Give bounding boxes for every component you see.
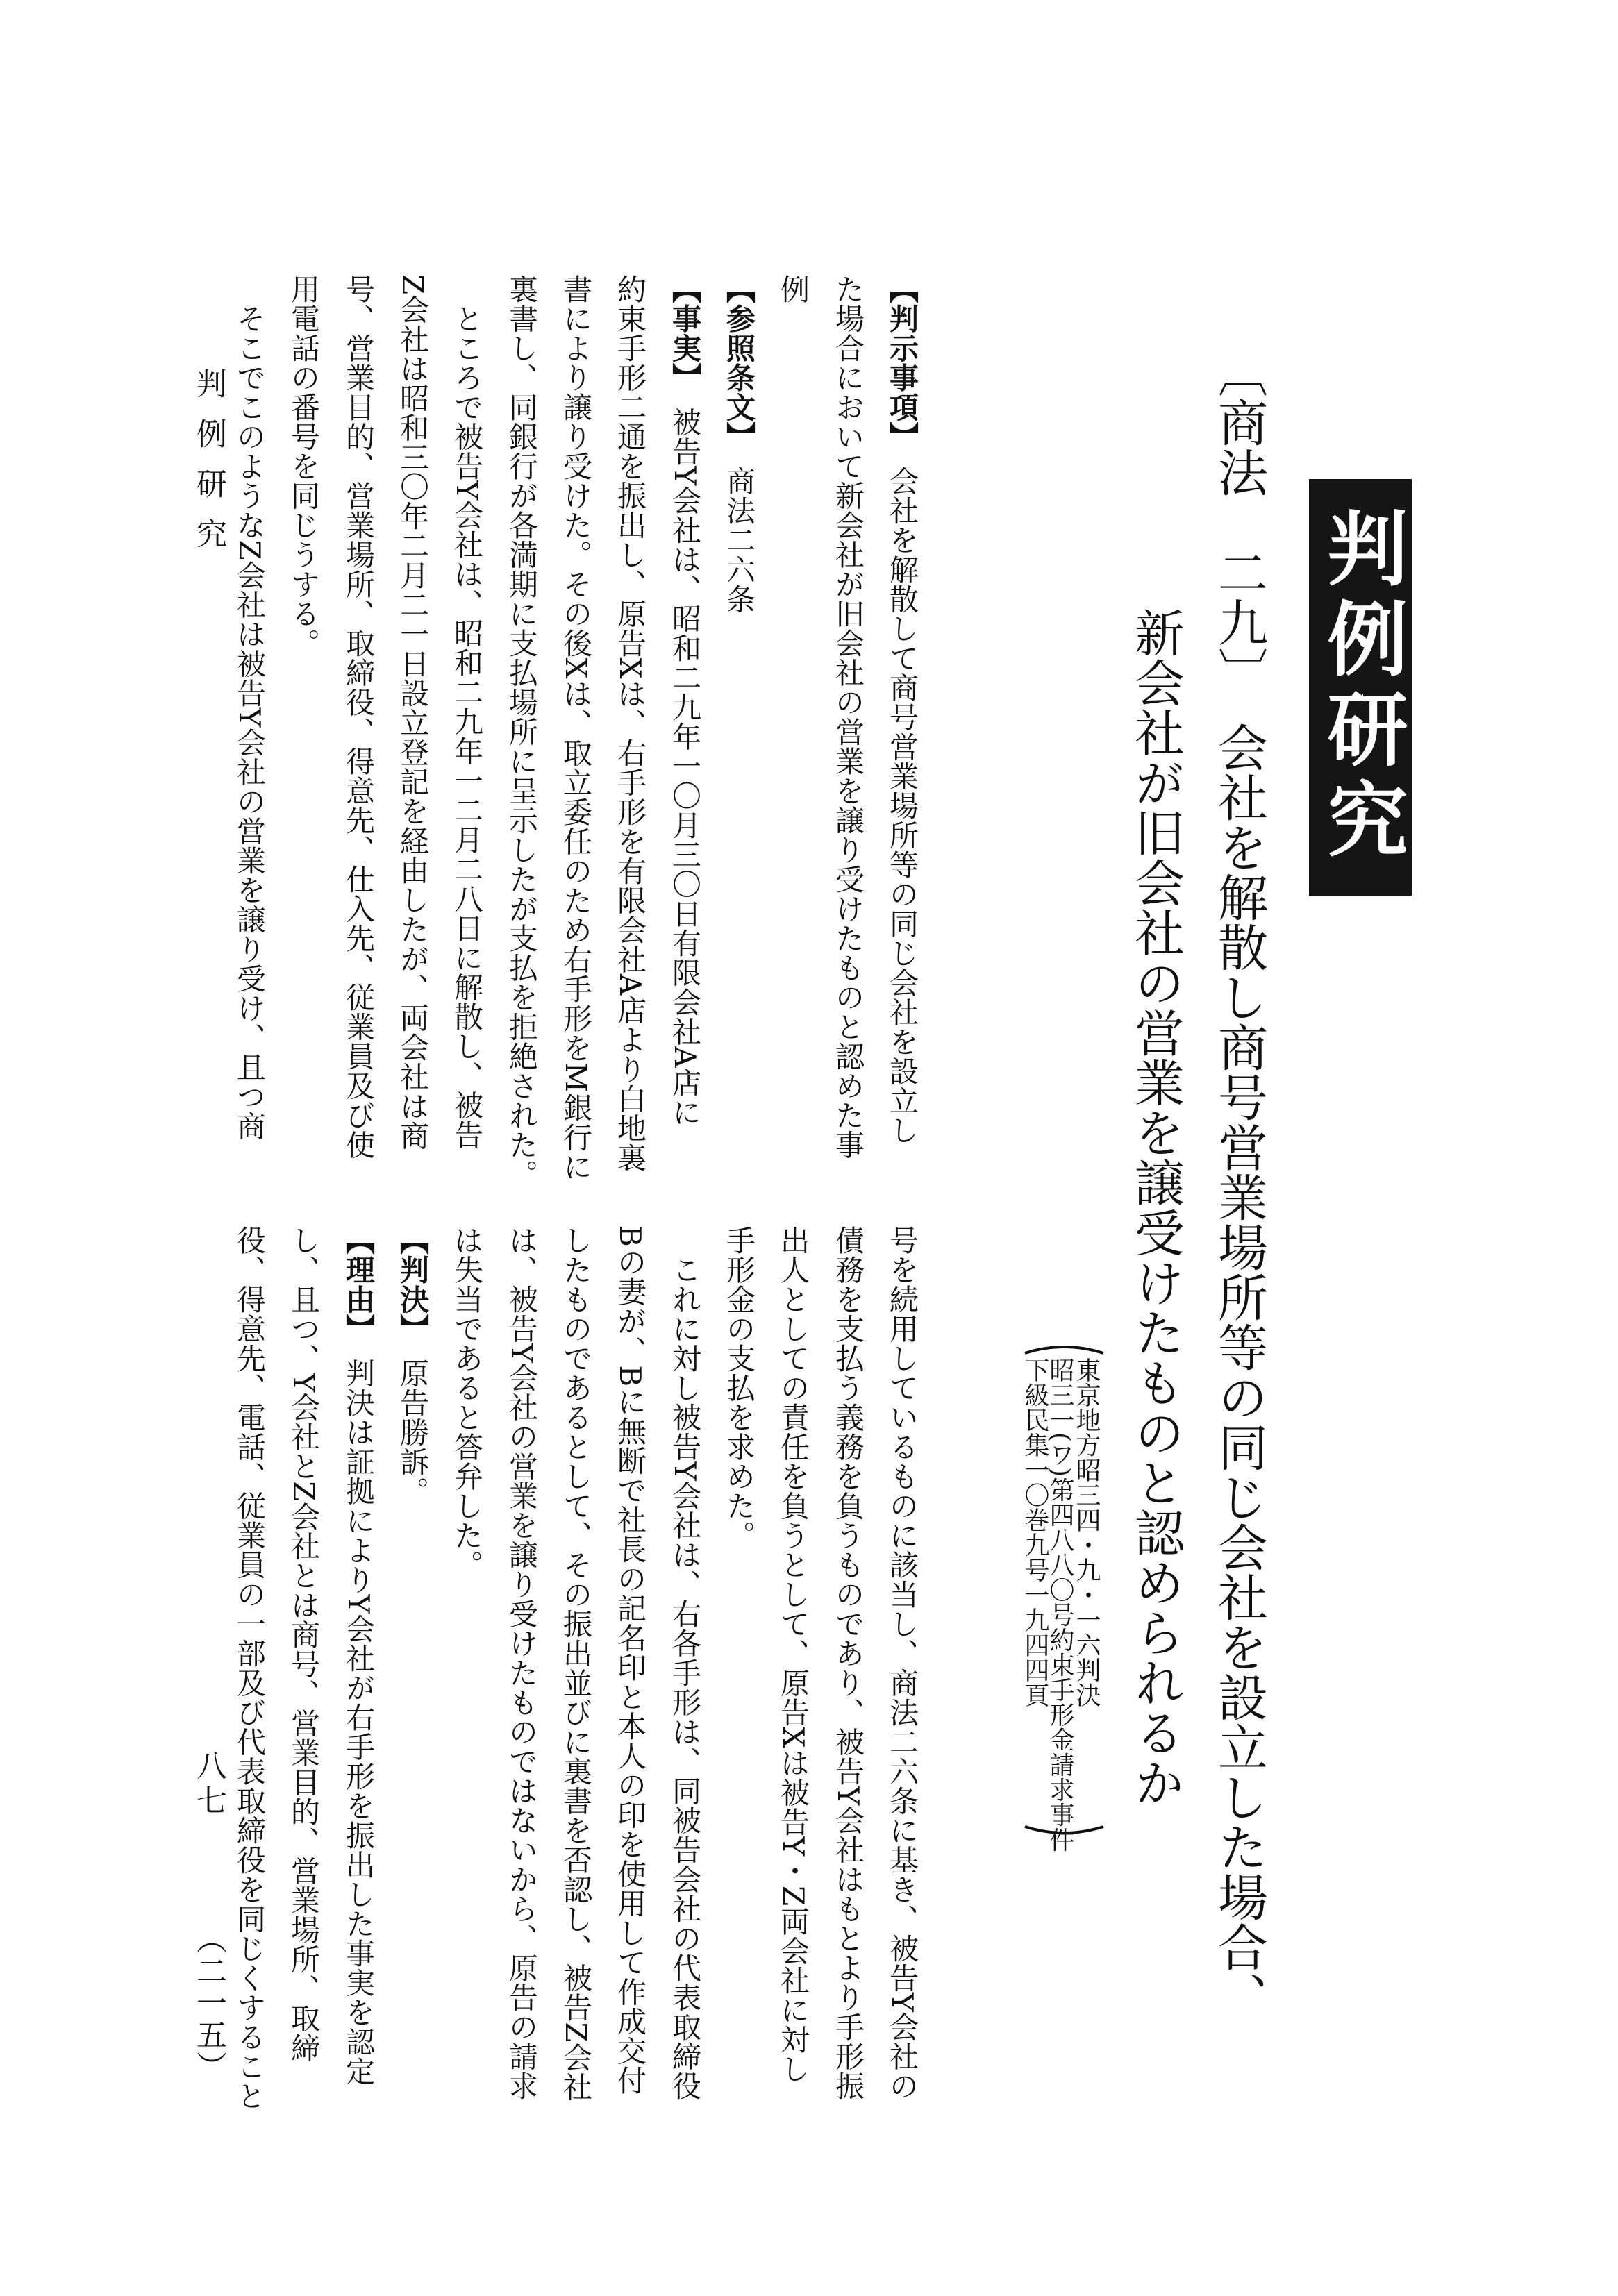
running-head: 判例研究 bbox=[191, 368, 226, 568]
series-label-block bbox=[1309, 479, 1412, 896]
citation-line-2: 昭三一(ワ)第四八八〇号約束手形金請求事件 bbox=[1046, 1357, 1074, 1852]
upper-column-8: 裏書し、同銀行が各満期に支払場所に呈示したが支払を拒絶された。 bbox=[505, 274, 539, 1189]
citation-line-1: 東京地方昭三四・九・一六判決 bbox=[1072, 1357, 1101, 1707]
upper-column-1: 【判示事項】 会社を解散して商号営業場所等の同じ会社を設立し bbox=[885, 274, 919, 1145]
section-label-reasons: 【理由】 bbox=[342, 1225, 376, 1329]
lower-column-9: は失当であると答弁した。 bbox=[450, 1225, 484, 1579]
lower-column-8: は、被告Y会社の営業を譲り受けたものではないから、原告の請求 bbox=[505, 1225, 539, 2101]
upper-column-12: 用電話の番号を同じうする。 bbox=[287, 274, 321, 658]
lower-column-1: 号を続用しているものに該当し、商法二六条に基き、被告Y会社の bbox=[885, 1225, 919, 2101]
section-label-statutes: 【参照条文】 bbox=[722, 274, 756, 437]
section-label-judgment: 【判決】 bbox=[396, 1225, 430, 1329]
lower-column-6: Bの妻が、Bに無断で社長の記名印と本人の印を使用して作成交付 bbox=[613, 1225, 647, 2095]
upper-column-2: た場合において新会社が旧会社の営業を譲り受けたものと認めた事 bbox=[831, 274, 865, 1159]
lower-column-2: 債務を支払う義務を負うものであり、被告Y会社はもとより手形振 bbox=[831, 1225, 865, 2101]
upper-column-13: そこでこのようなZ会社は被告Y会社の営業を譲り受け、且つ商 bbox=[233, 274, 267, 1141]
citation-line-3: 下級民集一〇巻九号一九四四頁 bbox=[1021, 1357, 1049, 1707]
upper-column-7: 書により譲り受けた。その後Xは、取立委任のため右手形をM銀行に bbox=[559, 274, 593, 1182]
lower-column-4: 手形金の支払を求めた。 bbox=[722, 1225, 756, 1550]
section-label-holding: 【判示事項】 bbox=[885, 274, 919, 437]
upper-column-6: 約束手形二通を振出し、原告Xは、右手形を有限会社A店より白地裏 bbox=[613, 274, 647, 1173]
article-title-line-2: 新会社が旧会社の営業を譲受けたものと認められるか bbox=[1126, 607, 1185, 1807]
section-label-facts: 【事実】 bbox=[668, 274, 702, 378]
lower-column-12: し、且つ、Y会社とZ会社とは商号、営業目的、営業場所、取締 bbox=[287, 1225, 321, 2063]
article-title-line-1: 〔商法 二九〕 会社を解散し商号営業場所等の同じ会社を設立した場合、 bbox=[1210, 347, 1268, 2022]
series-label: 判例研究 bbox=[1314, 507, 1408, 868]
lower-column-5: これに対し被告Y会社は、右各手形は、同被告会社の代表取締役 bbox=[668, 1225, 702, 2101]
upper-column-4: 【参照条文】 商法二六条 bbox=[722, 274, 756, 614]
lower-column-7: したものであるとして、その振出並びに裏書を否認し、被告Z会社 bbox=[559, 1225, 593, 2102]
page-number-paren: （二一五） bbox=[191, 1923, 226, 2083]
upper-column-3: 例 bbox=[776, 274, 810, 304]
lower-column-3: 出人としての責任を負うとして、原告Xは被告Y・Z両会社に対し bbox=[776, 1225, 810, 2084]
upper-column-10: Z会社は昭和三〇年二月二一日設立登記を経由したが、両会社は商 bbox=[396, 274, 430, 1151]
lower-column-13: 役、得意先、電話、従業員の一部及び代表取締役を同じくすること bbox=[233, 1225, 267, 2111]
upper-column-9: ところで被告Y会社は、昭和二九年一二月二八日に解散し、被告 bbox=[450, 274, 484, 1150]
case-citation bbox=[1021, 1343, 1108, 1852]
upper-column-11: 号、営業目的、営業場所、取締役、得意先、仕入先、従業員及び使 bbox=[342, 274, 376, 1159]
lower-column-10: 【判決】 原告勝訴。 bbox=[396, 1225, 430, 1506]
upper-column-5: 【事実】 被告Y会社は、昭和二九年一〇月三〇日有限会社A店に bbox=[668, 274, 702, 1128]
page-number: 八七 bbox=[191, 1750, 226, 1819]
lower-column-11: 【理由】 判決は証拠によりY会社が右手形を振出した事実を認定 bbox=[342, 1225, 376, 2086]
